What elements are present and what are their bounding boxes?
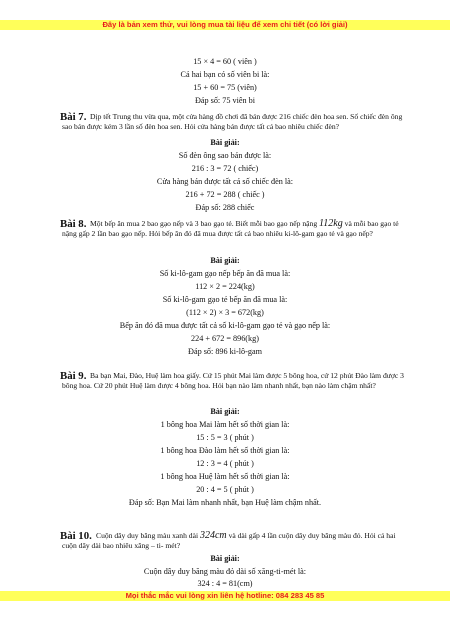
exercise-8-solution-label: Bài giải: [210, 256, 240, 265]
exercise-9-line-2: 15 : 5 = 3 ( phút ) [196, 433, 254, 442]
intro-line-3: 15 + 60 = 75 (viên) [193, 83, 257, 92]
exercise-8-answer: Đáp số: 896 ki-lô-gam [188, 347, 262, 356]
exercise-8-line-3: Số ki-lô-gam gạo tẻ bếp ăn đã mua là: [162, 295, 288, 304]
exercise-10-text-b: và dài gấp 4 lần cuộn dây duy băng màu đỏ. Hỏi cả hai cuộn dây dài bao nhiêu xăng – ti- mét? [62, 531, 396, 550]
exercise-8-line-1: Số ki-lô-gam gạo nếp bếp ăn đã mua là: [159, 269, 291, 278]
exercise-10-text [62, 531, 408, 551]
exercise-8-text-a: Một bếp ăn mua 2 bao gạo nếp và 3 bao gạo tẻ. Biết mỗi bao gạo nếp nặng [90, 219, 318, 228]
exercise-8-weight: 112kg [319, 218, 343, 229]
exercise-10-text-a: Cuộn dây duy băng màu xanh dài [96, 531, 199, 540]
exercise-8-line-5: Bếp ăn đó đã mua được tất cả số ki-lô-gam gạo tẻ và gạo nếp là: [119, 321, 331, 330]
exercise-7-text-body: Dịp tết Trung thu vừa qua, một cửa hàng đồ chơi đã bán được 216 chiếc đèn hoa sen. Số chiếc đèn ông sao bán được kém 3 lần số đèn hoa sen. Hỏi cửa hàng bán được tất cả bao nhiêu chiếc đèn? [62, 112, 403, 131]
intro-answer: Đáp số: 75 viên bi [194, 96, 256, 105]
intro-line-2: Cả hai bạn có số viên bi là: [180, 70, 270, 79]
exercise-9-title: Bài 9. [60, 370, 87, 382]
exercise-10-line-2: 324 : 4 = 81(cm) [197, 579, 253, 588]
exercise-10-title: Bài 10. [60, 530, 92, 542]
exercise-9-line-1: 1 bông hoa Mai làm hết số thời gian là: [160, 420, 290, 429]
exercise-9-line-5: 1 bông hoa Huệ làm hết số thời gian là: [160, 472, 290, 481]
exercise-7-solution-label: Bài giải: [210, 138, 240, 147]
exercise-9-text [62, 371, 408, 391]
exercise-8-text-b: và mỗi bao gạo tẻ nặng gấp 2 lần bao gạo nếp. Hỏi bếp ăn đó đã mua được tất cả bao nhiêu ki-lô-gam gạo tẻ và gạo nếp? [62, 219, 399, 238]
preview-notice-banner: Đây là bản xem thử, vui lòng mua tài liệu để xem chi tiết (có lời giải) [0, 20, 450, 30]
exercise-10-line-1: Cuộn dây duy băng màu đỏ dài số xăng-ti-mét là: [143, 567, 307, 576]
exercise-7-text [62, 112, 408, 132]
exercise-8-line-6: 224 + 672 = 896(kg) [191, 334, 259, 343]
exercise-10-solution-label: Bài giải: [210, 554, 240, 563]
exercise-9-solution-label: Bài giải: [210, 407, 240, 416]
exercise-7-title: Bài 7. [60, 111, 87, 123]
exercise-8-text [62, 219, 408, 239]
intro-line-1: 15 × 4 = 60 ( viên ) [193, 57, 257, 66]
exercise-7-line-3: Cửa hàng bán được tất cả số chiếc đèn là: [156, 177, 294, 186]
exercise-8-line-4: (112 × 2) × 3 = 672(kg) [186, 308, 264, 317]
exercise-8-title: Bài 8. [60, 218, 87, 230]
exercise-9-line-6: 20 : 4 = 5 ( phút ) [196, 485, 254, 494]
exercise-7-line-4: 216 + 72 = 288 ( chiếc ) [185, 190, 265, 199]
exercise-9-line-3: 1 bông hoa Đào làm hết số thời gian là: [160, 446, 290, 455]
hotline-banner: Mọi thắc mắc vui lòng xin liên hệ hotline: 084 283 45 85 [0, 591, 450, 601]
exercise-8-line-2: 112 × 2 = 224(kg) [195, 282, 255, 291]
exercise-7-answer: Đáp số: 288 chiếc [195, 203, 255, 212]
exercise-9-line-4: 12 : 3 = 4 ( phút ) [196, 459, 254, 468]
exercise-7-line-1: Số đèn ông sao bán được là: [178, 151, 272, 160]
exercise-9-text-body: Ba bạn Mai, Đào, Huệ làm hoa giấy. Cứ 15 phút Mai làm được 5 bông hoa, cứ 12 phút Đào làm được 3 bông hoa. Cứ 20 phút Huệ làm được 4 bông hoa. Hỏi bạn nào làm nhanh nhất, bạn nào làm chậm nhất? [62, 371, 404, 390]
exercise-7-line-2: 216 : 3 = 72 ( chiếc) [191, 164, 259, 173]
exercise-10-length: 324cm [199, 530, 227, 541]
exercise-9-answer: Đáp số: Bạn Mai làm nhanh nhất, bạn Huệ làm chậm nhất. [128, 498, 322, 507]
